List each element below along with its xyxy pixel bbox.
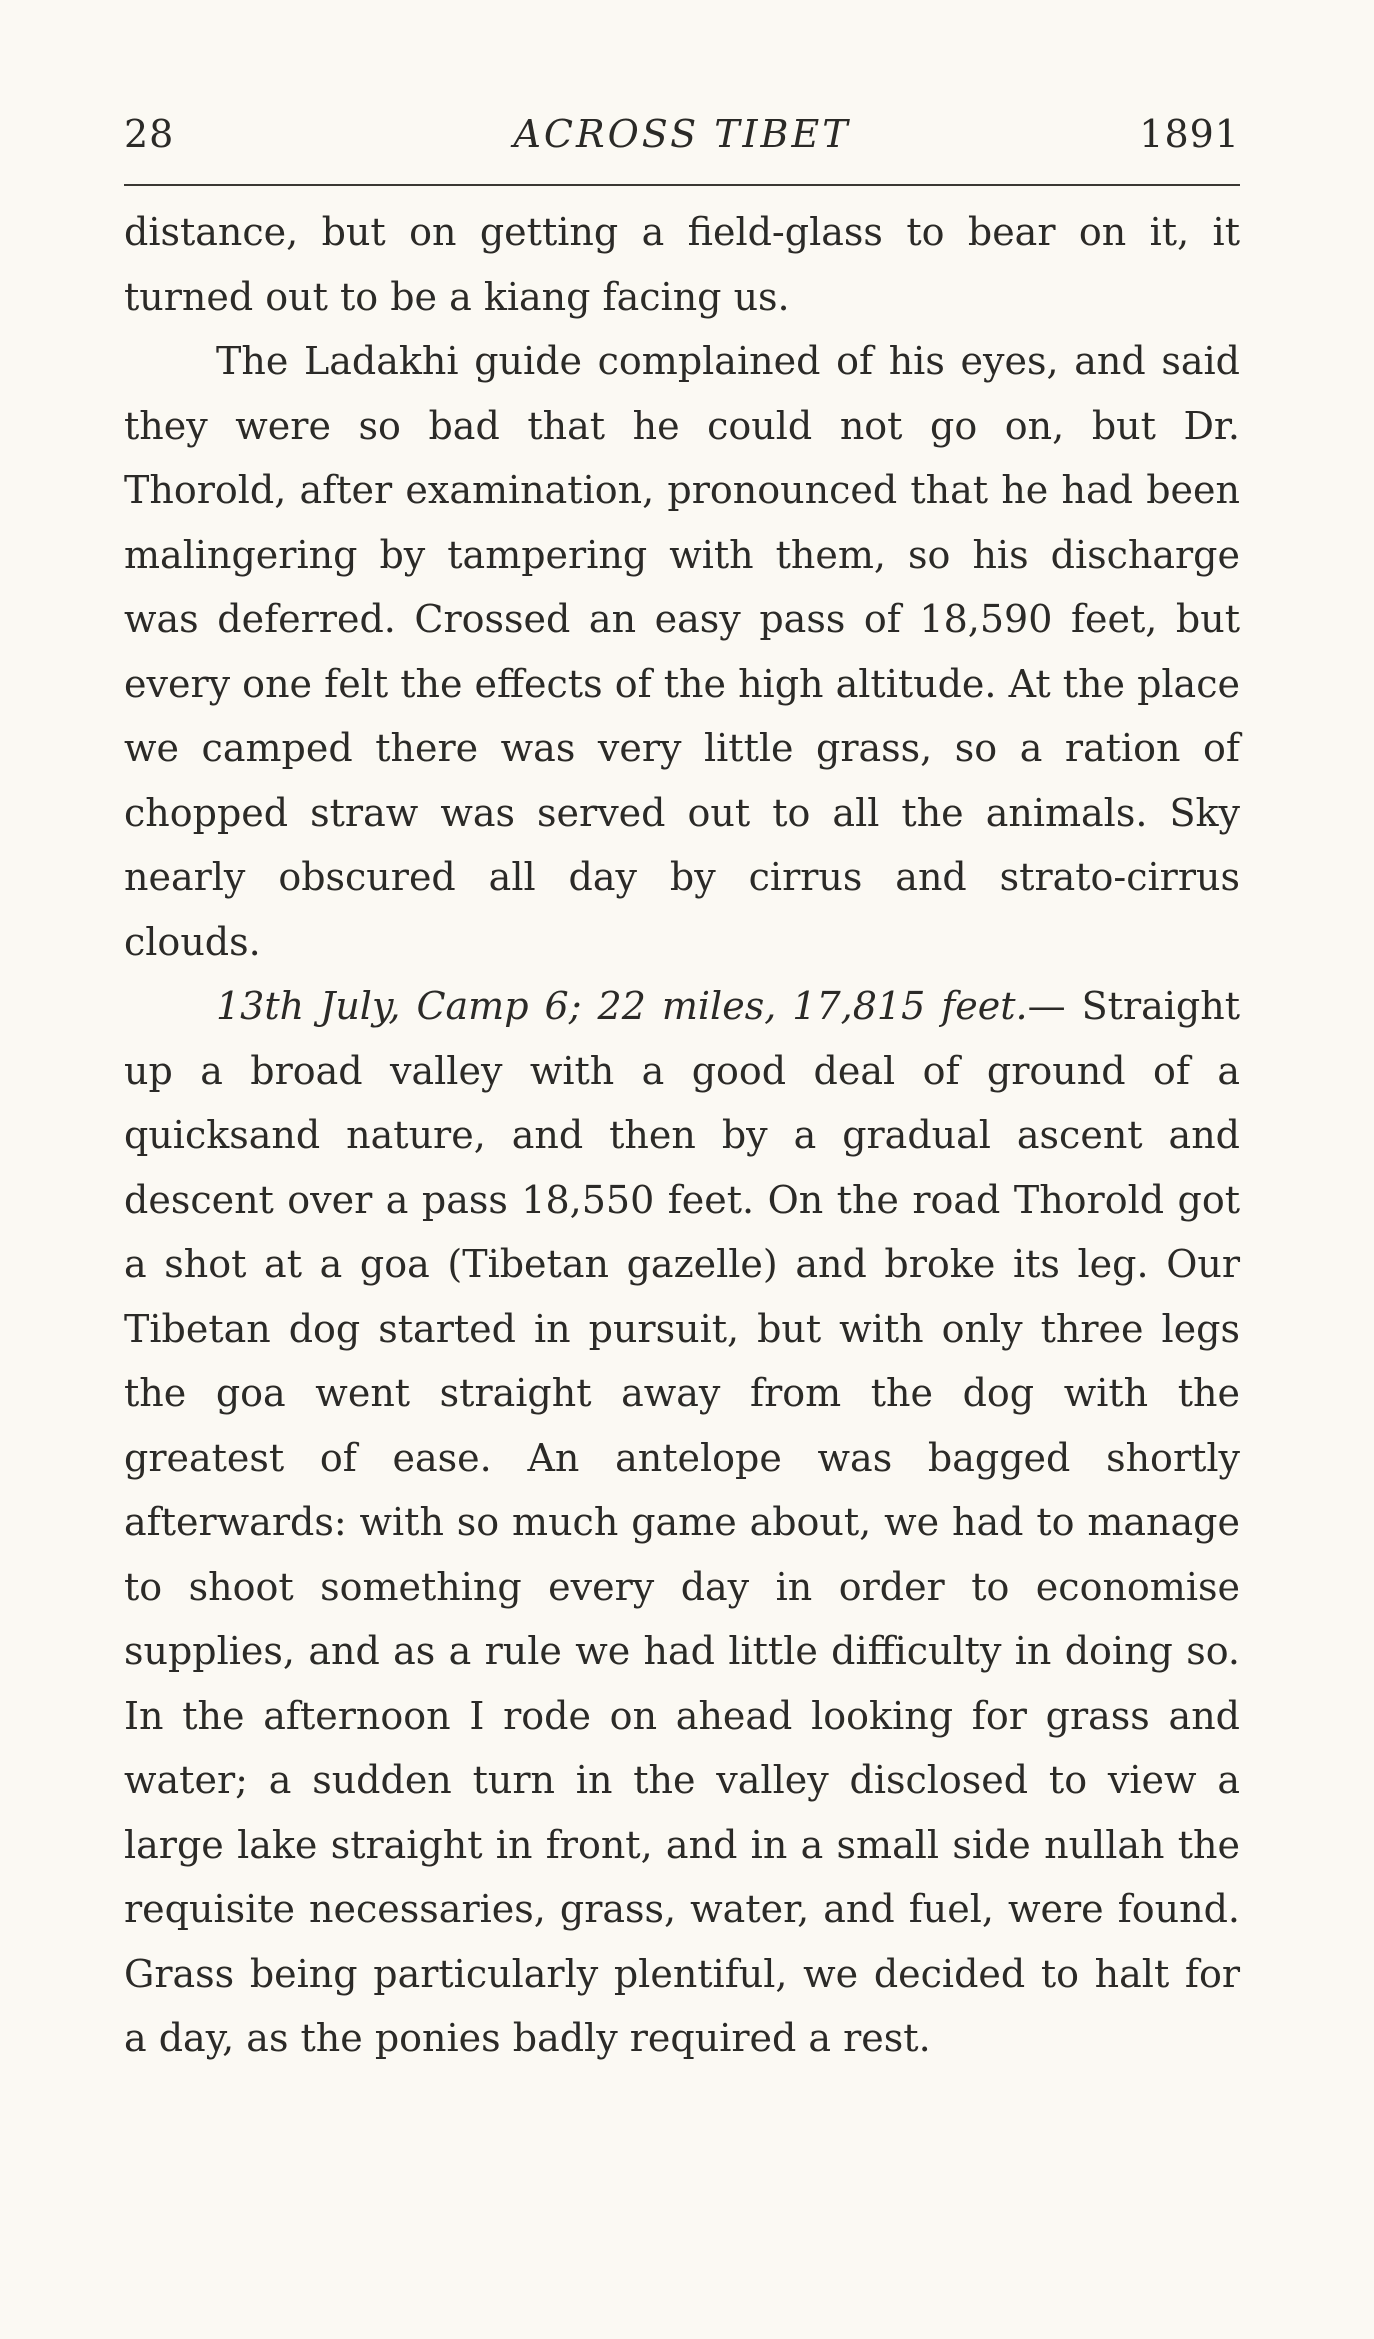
page-number: 28 [124, 112, 175, 156]
diary-entry-text: — Straight up a broad valley with a good deal of ground of a quicksand nature, and then by a gradual ascent and descent over a pass 18,550 feet. On the road Thorold got a shot at a goa (Tibetan gazelle) and broke its leg. Our Tibetan dog started in pursuit, but with only three legs the goa went straight away from the dog with the greatest of ease. An antelope was bagged shortly afterwards: with so much game about, we had to manage to shoot something every day in order to economise supplies, and as a rule we had little difficulty in doing so. In the afternoon I rode on ahead looking for grass and water; a sudden turn in the valley disclosed to view a large lake straight in front, and in a small side nullah the requisite necessaries, grass, water, and fuel, were found. Grass being particularly plentiful, we decided to halt for a day, as the ponies badly required a rest. [124, 984, 1240, 2060]
header-rule [124, 184, 1240, 186]
page-header [124, 112, 1240, 168]
diary-entry-heading: 13th July, Camp 6; 22 miles, 17,815 feet. [216, 984, 1028, 1028]
running-title: ACROSS TIBET [513, 112, 851, 156]
paragraph-continued: distance, but on getting a field-glass to bear on it, it turned out to be a kiang facing us. [124, 210, 1240, 319]
paragraph-ladakhi-guide: The Ladakhi guide complained of his eyes, and said they were so bad that he could not go on, but Dr. Thorold, after examination, pronounced that he had been malingering by tampering with them, so his discharge was deferred. Crossed an easy pass of 18,590 feet, but every one felt the effects of the high altitude. At the place we camped there was very little grass, so a ration of chopped straw was served out to all the animals. Sky nearly obscured all day by cirrus and strato-cirrus clouds. [124, 339, 1240, 964]
header-year: 1891 [1139, 112, 1240, 156]
body-text [124, 200, 1240, 2071]
paragraph-13th-july [124, 974, 1240, 2071]
